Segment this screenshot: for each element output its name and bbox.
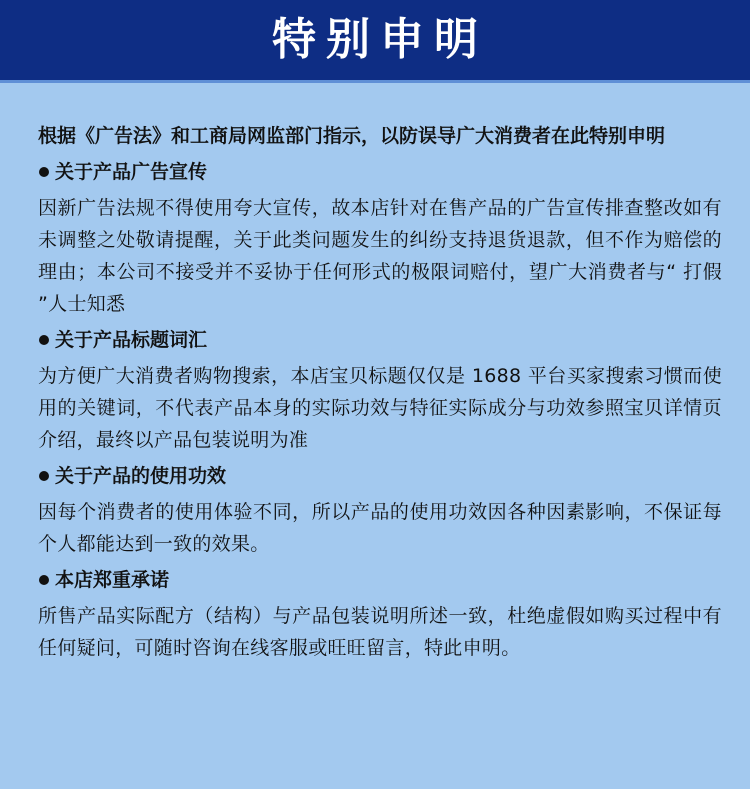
bullet-icon xyxy=(39,167,49,177)
page-title: 特别申明 xyxy=(272,14,488,65)
intro-paragraph: 根据《广告法》和工商局网监部门指示，以防误导广大消费者在此特别申明 xyxy=(38,125,666,147)
section-heading-label: 关于产品标题词汇 xyxy=(55,329,208,351)
bullet-icon xyxy=(39,575,49,585)
bullet-icon xyxy=(39,471,49,481)
section-heading-title-words xyxy=(38,324,722,356)
section-heading-label: 关于产品广告宣传 xyxy=(55,161,208,183)
statement-content xyxy=(38,120,722,668)
section-heading-ads xyxy=(38,156,722,188)
section-body-title-words: 为方便广大消费者购物搜索，本店宝贝标题仅仅是 1688 平台买家搜索习惯而使用的关键词，不代表产品本身的实际功效与特征实际成分与功效参照宝贝详情页介绍，最终以产品包装说明为准 xyxy=(38,365,722,451)
section-body-efficacy: 因每个消费者的使用体验不同，所以产品的使用功效因各种因素影响，不保证每个人都能达到一致的效果。 xyxy=(38,501,722,555)
statement-panel xyxy=(0,80,750,789)
section-heading-label: 关于产品的使用功效 xyxy=(55,465,227,487)
bullet-icon xyxy=(39,335,49,345)
section-body-ads: 因新广告法规不得使用夸大宣传，故本店针对在售产品的广告宣传排查整改如有未调整之处敬请提醒，关于此类问题发生的纠纷支持退货退款，但不作为赔偿的理由；本公司不接受并不妥协于任何形式的极限词赔付，望广大消费者与“ 打假 ”人士知悉 xyxy=(38,197,722,315)
section-heading-label: 本店郑重承诺 xyxy=(55,569,170,591)
section-heading-efficacy xyxy=(38,460,722,492)
section-heading-promise xyxy=(38,564,722,596)
section-body-promise: 所售产品实际配方（结构）与产品包装说明所述一致，杜绝虚假如购买过程中有任何疑问，可随时咨询在线客服或旺旺留言，特此申明。 xyxy=(38,605,722,659)
header-banner xyxy=(0,0,750,80)
